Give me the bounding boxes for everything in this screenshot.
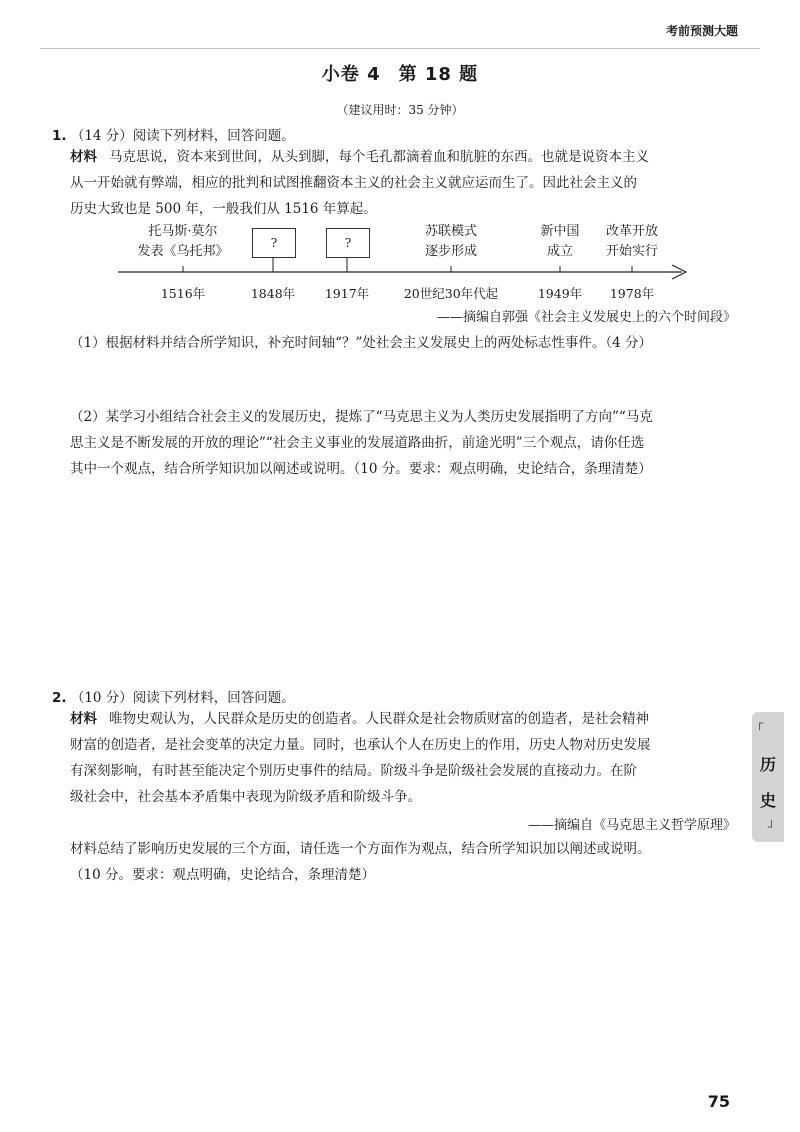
q1-sub1: （1）根据材料并结合所学知识，补充时间轴“？”处社会主义发展史上的两处标志性事件。（4 分） xyxy=(70,335,653,351)
timeline-event-1-line2: 发表《乌托邦》 xyxy=(137,244,229,259)
timeline-axis xyxy=(0,0,800,320)
q1-sub2 xyxy=(70,404,756,482)
q2-material-line-4: 级社会中，社会基本矛盾集中表现为阶级矛盾和阶级斗争。 xyxy=(70,789,421,805)
q1-material-label: 材料 xyxy=(70,149,97,165)
timeline-year-1848: 1848年 xyxy=(250,286,296,301)
side-tab-char-1: 历 xyxy=(760,755,777,774)
q2-question-line-1: 材料总结了影响历史发展的三个方面，请任选一个方面作为观点，结合所学知识加以阐述或说明。 xyxy=(70,841,651,857)
q2-question xyxy=(70,836,756,888)
side-tab-corner-bottom: ┘ xyxy=(768,820,776,834)
q1-intro: （14 分）阅读下列材料，回答问题。 xyxy=(70,128,295,144)
q1-number: 1. xyxy=(52,128,67,144)
timeline-event-5-line2: 成立 xyxy=(546,244,573,259)
q2-material-line-2: 财富的创造者，是社会变革的决定力量。同时，也承认个人在历史上的作用，历史人物对历史发展 xyxy=(70,737,651,753)
timeline-year-1930s: 20世纪30年代起 xyxy=(403,286,499,301)
suggested-time: （建议用时：35 分钟） xyxy=(336,103,464,117)
timeline-placeholder-1848: ? xyxy=(252,228,296,258)
q1-material-line-1: 马克思说，资本来到世间，从头到脚，每个毛孔都滴着血和肮脏的东西。也就是说资本主义 xyxy=(109,149,649,165)
timeline-event-6-line2: 开始实行 xyxy=(605,244,658,259)
timeline-year-1917: 1917年 xyxy=(324,286,370,301)
q2-number: 2. xyxy=(52,690,67,706)
header-tag: 考前预测大题 xyxy=(665,24,738,38)
side-tab-char-2: 史 xyxy=(760,791,777,810)
page-number: 75 xyxy=(707,1092,730,1111)
timeline-year-1978: 1978年 xyxy=(609,286,655,301)
q2-intro: （10 分）阅读下列材料，回答问题。 xyxy=(70,690,295,706)
q1-sub2-line-2: 思主义是不断发展的开放的理论”“社会主义事业的发展道路曲折，前途光明”三个观点，请你任选 xyxy=(70,435,645,451)
timeline-event-4-line2: 逐步形成 xyxy=(424,244,477,259)
title-right: 第 18 题 xyxy=(398,64,479,85)
q1-material-line-3: 历史大致也是 500 年，一般我们从 1516 年算起。 xyxy=(70,201,377,217)
timeline-event-5-line1: 新中国 xyxy=(540,224,580,239)
q2-material-line-1: 唯物史观认为，人民群众是历史的创造者。人民群众是社会物质财富的创造者，是社会精神 xyxy=(109,711,649,727)
q1-source: ——摘编自郭强《社会主义发展史上的六个时间段》 xyxy=(436,310,736,325)
q2-header xyxy=(52,686,295,706)
title-left: 小卷 4 xyxy=(321,64,381,85)
side-tab-corner-top: ┌ xyxy=(756,716,764,730)
q2-question-line-2: （10 分。要求：观点明确，史论结合，条理清楚） xyxy=(70,867,375,883)
q2-material-label: 材料 xyxy=(70,711,97,727)
timeline-event-6-line1: 改革开放 xyxy=(605,224,658,239)
q1-sub2-line-1: （2）某学习小组结合社会主义的发展历史，提炼了“马克思主义为人类历史发展指明了方向”“马克 xyxy=(70,409,653,425)
timeline-placeholder-1917: ? xyxy=(326,228,370,258)
timeline-event-1-line1: 托马斯·莫尔 xyxy=(148,224,218,239)
q2-material xyxy=(70,706,756,810)
q1-material-line-2: 从一开始就有弊端，相应的批判和试图推翻资本主义的社会主义就应运而生了。因此社会主义的 xyxy=(70,175,637,191)
timeline-year-1949: 1949年 xyxy=(537,286,583,301)
q2-source: ——摘编自《马克思主义哲学原理》 xyxy=(527,818,736,833)
q1-sub2-line-3: 其中一个观点，结合所学知识加以阐述或说明。（10 分。要求：观点明确，史论结合，条理清楚） xyxy=(70,461,652,477)
timeline-event-4-line1: 苏联模式 xyxy=(424,224,477,239)
q2-material-line-3: 有深刻影响，有时甚至能决定个别历史事件的结局。阶级斗争是阶级社会发展的直接动力。在阶 xyxy=(70,763,637,779)
timeline-year-1516: 1516年 xyxy=(160,286,206,301)
